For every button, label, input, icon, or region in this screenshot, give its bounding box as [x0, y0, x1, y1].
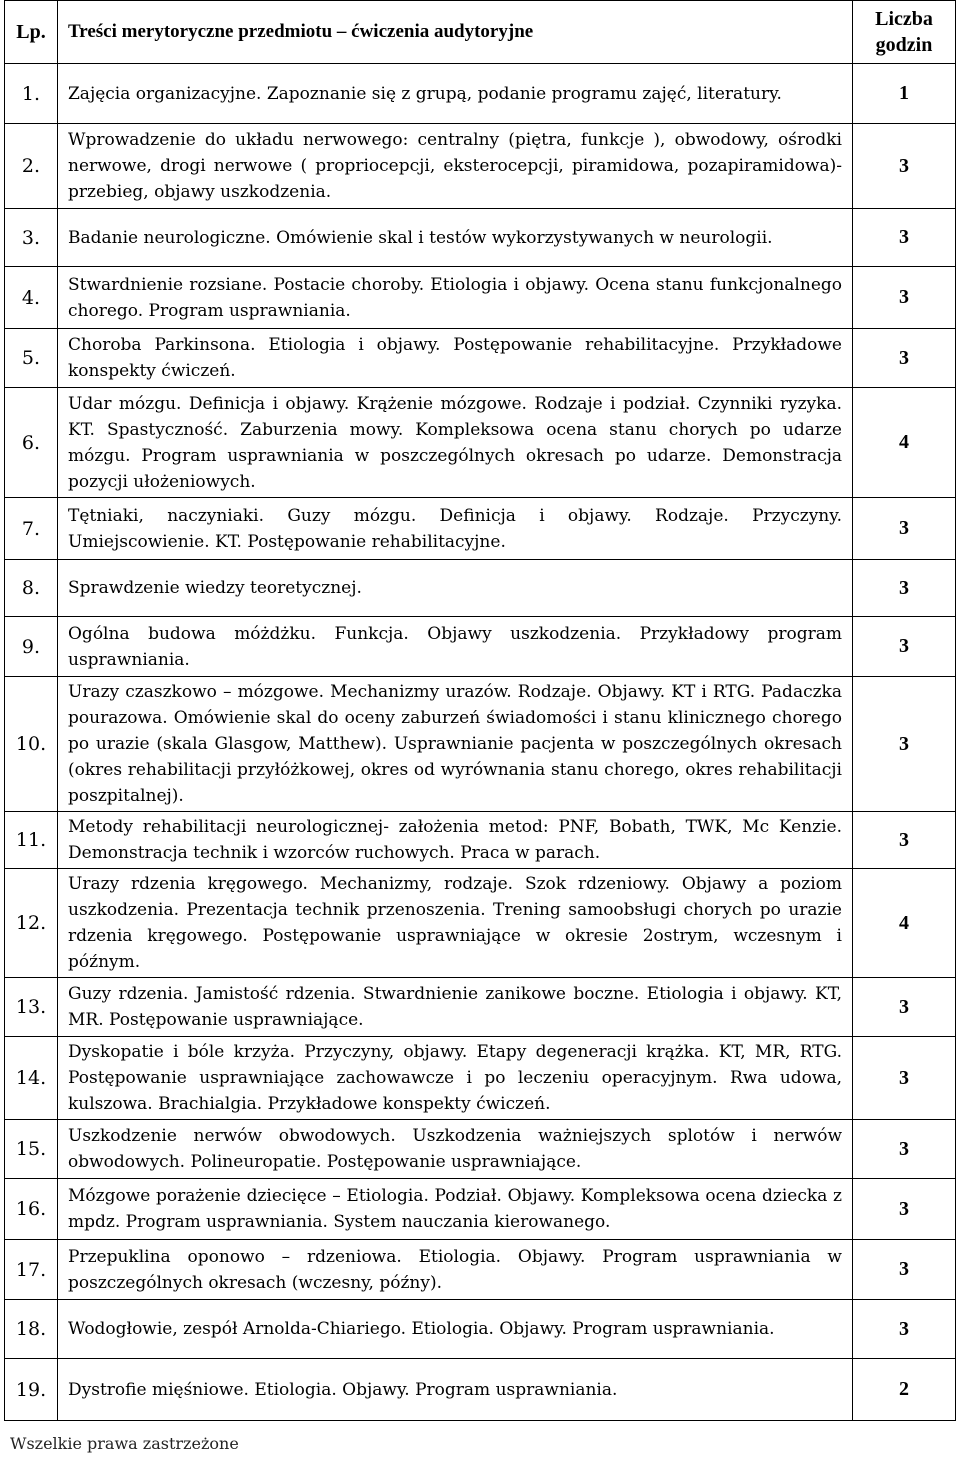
footer-copyright: Wszelkie prawa zastrzeżone [10, 1434, 239, 1453]
row-number: 9. [5, 617, 58, 677]
row-topic: Badanie neurologiczne. Omówienie skal i testów wykorzystywanych w neurologii. [58, 209, 853, 267]
row-number: 4. [5, 267, 58, 329]
table-row [5, 1300, 956, 1359]
header-lp: Lp. [5, 1, 58, 64]
row-hours: 3 [853, 677, 956, 812]
header-hours-line1: Liczba [875, 8, 933, 30]
row-topic: Uszkodzenie nerwów obwodowych. Uszkodzenia ważniejszych splotów i nerwów obwodowych. Polineuropatie. Postępowanie usprawniające. [58, 1120, 853, 1179]
row-hours: 3 [853, 329, 956, 388]
row-hours: 3 [853, 978, 956, 1037]
row-topic: Guzy rdzenia. Jamistość rdzenia. Stwardnienie zanikowe boczne. Etiologia i objawy. KT, MR. Postępowanie usprawniające. [58, 978, 853, 1037]
row-number: 2. [5, 124, 58, 209]
table-row [5, 869, 956, 978]
table-row [5, 64, 956, 124]
row-hours: 3 [853, 1179, 956, 1240]
row-topic: Ogólna budowa móżdżku. Funkcja. Objawy uszkodzenia. Przykładowy program usprawniania. [58, 617, 853, 677]
row-topic: Sprawdzenie wiedzy teoretycznej. [58, 560, 853, 617]
table-row [5, 329, 956, 388]
row-number: 3. [5, 209, 58, 267]
row-topic: Wprowadzenie do układu nerwowego: centralny (piętra, funkcje ), obwodowy, ośrodki nerwowe, drogi nerwowe ( propriocepcji, eksterocepcji, piramidowa, pozapiramidowa)- przebieg, objawy uszkodzenia. [58, 124, 853, 209]
table-row [5, 267, 956, 329]
row-hours: 2 [853, 1359, 956, 1421]
row-number: 18. [5, 1300, 58, 1359]
table-row [5, 1120, 956, 1179]
table-row [5, 617, 956, 677]
row-number: 8. [5, 560, 58, 617]
row-hours: 3 [853, 124, 956, 209]
row-hours: 3 [853, 1300, 956, 1359]
row-topic: Wodogłowie, zespół Arnolda-Chiariego. Etiologia. Objawy. Program usprawniania. [58, 1300, 853, 1359]
row-topic: Przepuklina oponowo – rdzeniowa. Etiologia. Objawy. Program usprawniania w poszczególnych okresach (wczesny, późny). [58, 1240, 853, 1300]
row-topic: Choroba Parkinsona. Etiologia i objawy. Postępowanie rehabilitacyjne. Przykładowe konspekty ćwiczeń. [58, 329, 853, 388]
table-row [5, 388, 956, 498]
row-hours: 3 [853, 1240, 956, 1300]
row-hours: 4 [853, 869, 956, 978]
row-hours: 3 [853, 560, 956, 617]
table-row [5, 677, 956, 812]
table-row [5, 1240, 956, 1300]
row-hours: 3 [853, 1037, 956, 1120]
row-hours: 3 [853, 267, 956, 329]
row-number: 10. [5, 677, 58, 812]
row-hours: 3 [853, 1120, 956, 1179]
row-number: 12. [5, 869, 58, 978]
row-hours: 3 [853, 812, 956, 869]
header-title: Treści merytoryczne przedmiotu – ćwiczenia audytoryjne [58, 1, 853, 64]
row-number: 7. [5, 498, 58, 560]
row-hours: 4 [853, 388, 956, 498]
row-topic: Tętniaki, naczyniaki. Guzy mózgu. Definicja i objawy. Rodzaje. Przyczyny. Umiejscowienie. KT. Postępowanie rehabilitacyjne. [58, 498, 853, 560]
table-row [5, 498, 956, 560]
row-topic: Urazy rdzenia kręgowego. Mechanizmy, rodzaje. Szok rdzeniowy. Objawy a poziom uszkodzenia. Prezentacja technik przenoszenia. Trening samoobsługi chorych po urazie rdzenia kręgowego. Postępowanie usprawniające w okresie 2ostrym, wczesnym i późnym. [58, 869, 853, 978]
row-topic: Dystrofie mięśniowe. Etiologia. Objawy. Program usprawniania. [58, 1359, 853, 1421]
table-row [5, 1359, 956, 1421]
row-hours: 3 [853, 209, 956, 267]
table-row [5, 1179, 956, 1240]
header-hours [853, 1, 956, 64]
table-row [5, 209, 956, 267]
table-row [5, 978, 956, 1037]
course-content-table [4, 0, 956, 1421]
row-hours: 1 [853, 64, 956, 124]
row-hours: 3 [853, 617, 956, 677]
row-number: 5. [5, 329, 58, 388]
row-number: 11. [5, 812, 58, 869]
row-number: 15. [5, 1120, 58, 1179]
table-header-row [5, 1, 956, 64]
row-number: 16. [5, 1179, 58, 1240]
row-topic: Zajęcia organizacyjne. Zapoznanie się z grupą, podanie programu zajęć, literatury. [58, 64, 853, 124]
row-topic: Urazy czaszkowo – mózgowe. Mechanizmy urazów. Rodzaje. Objawy. KT i RTG. Padaczka pourazowa. Omówienie skal do oceny zaburzeń świadomości i stanu klinicznego chorego po urazie (skala Glasgow, Matthew). Usprawnianie pacjenta w poszczególnych okresach (okres rehabilitacji przyłóżkowej, okres od wyrównania stanu chorego, okres rehabilitacji poszpitalnej). [58, 677, 853, 812]
row-hours: 3 [853, 498, 956, 560]
row-topic: Mózgowe porażenie dziecięce – Etiologia. Podział. Objawy. Kompleksowa ocena dziecka z mpdz. Program usprawniania. System nauczania kierowanego. [58, 1179, 853, 1240]
table-row [5, 812, 956, 869]
row-number: 13. [5, 978, 58, 1037]
row-topic: Udar mózgu. Definicja i objawy. Krążenie mózgowe. Rodzaje i podział. Czynniki ryzyka. KT. Spastyczność. Zaburzenia mowy. Kompleksowa ocena stanu chorych po udarze mózgu. Program usprawniania w poszczególnych okresach po udarze. Demonstracja pozycji ułożeniowych. [58, 388, 853, 498]
row-topic: Metody rehabilitacji neurologicznej- założenia metod: PNF, Bobath, TWK, Mc Kenzie. Demonstracja technik i wzorców ruchowych. Praca w parach. [58, 812, 853, 869]
header-hours-line2: godzin [875, 34, 933, 56]
row-number: 14. [5, 1037, 58, 1120]
table-row [5, 560, 956, 617]
row-number: 19. [5, 1359, 58, 1421]
row-number: 17. [5, 1240, 58, 1300]
row-topic: Dyskopatie i bóle krzyża. Przyczyny, objawy. Etapy degeneracji krążka. KT, MR, RTG. Postępowanie usprawniające zachowawcze i po leczeniu operacyjnym. Rwa udowa, kulszowa. Brachialgia. Przykładowe konspekty ćwiczeń. [58, 1037, 853, 1120]
table-row [5, 1037, 956, 1120]
row-number: 6. [5, 388, 58, 498]
row-number: 1. [5, 64, 58, 124]
table-row [5, 124, 956, 209]
row-topic: Stwardnienie rozsiane. Postacie choroby. Etiologia i objawy. Ocena stanu funkcjonalnego chorego. Program usprawniania. [58, 267, 853, 329]
